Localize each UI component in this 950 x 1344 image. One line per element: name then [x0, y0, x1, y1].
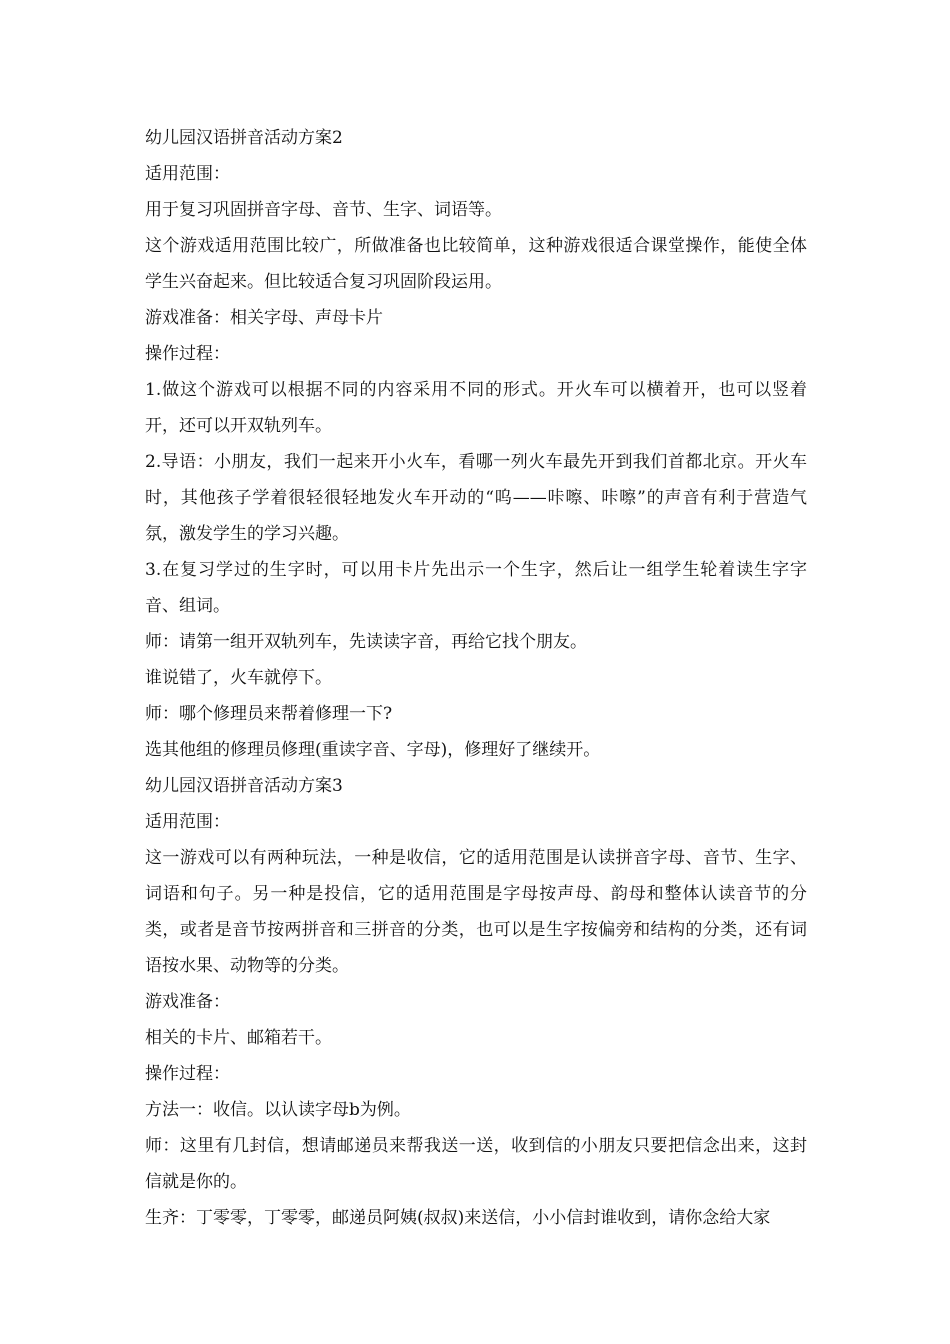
paragraph: 3.在复习学过的生字时，可以用卡片先出示一个生字，然后让一组学生轮着读生字字音、组词。	[145, 560, 807, 616]
heading-procedure: 操作过程：	[145, 344, 230, 364]
heading-scope: 适用范围：	[145, 812, 230, 832]
paragraph: 游戏准备：相关字母、声母卡片	[145, 308, 383, 328]
paragraph: 用于复习巩固拼音字母、音节、生字、词语等。	[145, 200, 502, 220]
paragraph: 师：这里有几封信，想请邮递员来帮我送一送，收到信的小朋友只要把信念出来，这封信就是你的。	[145, 1136, 807, 1192]
paragraph: 师：哪个修理员来帮着修理一下?	[145, 704, 393, 724]
paragraph: 师：请第一组开双轨列车，先读读字音，再给它找个朋友。	[145, 632, 587, 652]
paragraph: 这一游戏可以有两种玩法，一种是收信，它的适用范围是认读拼音字母、音节、生字、词语和句子。另一种是投信，它的适用范围是字母按声母、韵母和整体认读音节的分类，或者是音节按两拼音和三拼音的分类，也可以是生字按偏旁和结构的分类，还有词语按水果、动物等的分类。	[145, 848, 807, 976]
paragraph: 2.导语：小朋友，我们一起来开小火车，看哪一列火车最先开到我们首都北京。开火车时，其他孩子学着很轻很轻地发火车开动的“呜——咔嚓、咔嚓”的声音有利于营造气氛，激发学生的学习兴趣。	[145, 452, 807, 544]
section-title: 幼儿园汉语拼音活动方案3	[145, 776, 343, 796]
paragraph: 这个游戏适用范围比较广，所做准备也比较简单，这种游戏很适合课堂操作，能使全体学生兴奋起来。但比较适合复习巩固阶段运用。	[145, 236, 807, 292]
document-body	[145, 120, 807, 1236]
paragraph: 方法一：收信。以认读字母b为例。	[145, 1100, 411, 1120]
paragraph: 谁说错了，火车就停下。	[145, 668, 332, 688]
heading-procedure: 操作过程：	[145, 1064, 230, 1084]
paragraph: 1.做这个游戏可以根据不同的内容采用不同的形式。开火车可以横着开，也可以竖着开，还可以开双轨列车。	[145, 380, 807, 436]
heading-scope: 适用范围：	[145, 164, 230, 184]
heading-preparation: 游戏准备：	[145, 992, 230, 1012]
section-title: 幼儿园汉语拼音活动方案2	[145, 128, 343, 148]
paragraph: 生齐：丁零零，丁零零，邮递员阿姨(叔叔)来送信，小小信封谁收到，请你念给大家	[145, 1208, 771, 1228]
paragraph: 选其他组的修理员修理(重读字音、字母)，修理好了继续开。	[145, 740, 601, 760]
paragraph: 相关的卡片、邮箱若干。	[145, 1028, 332, 1048]
